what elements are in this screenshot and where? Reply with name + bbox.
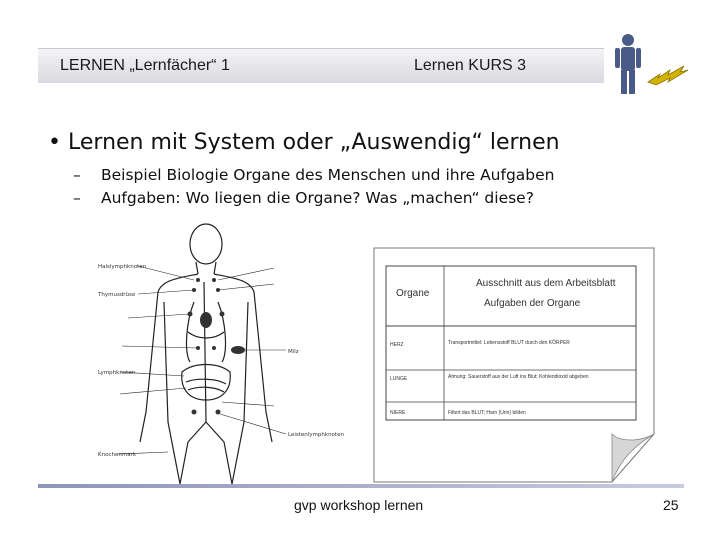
column-organe: Organe [396,288,430,299]
figure-label-milz: Milz [288,349,299,355]
header-left-title: LERNEN „Lernfächer“ 1 [60,57,230,74]
table-cell-organ-1: HERZ [390,342,404,348]
worksheet-header-note: Ausschnitt aus dem Arbeitsblatt [476,278,616,289]
sub-bullet-1 [73,166,555,184]
table-cell-organ-3: NIERE [390,410,406,416]
sub-bullet-2 [73,189,534,207]
sub-bullet-text: Beispiel Biologie Organe des Menschen und ihre Aufgaben [101,166,555,184]
footer-text: gvp workshop lernen [294,497,424,513]
dash: – [73,189,81,207]
header-right-title: Lernen KURS 3 [414,57,527,74]
figure-label-knochenmark: Knochenmark [98,452,137,458]
main-bullet [48,130,560,155]
figure-label-lymphknoten: Lymphknoten [98,370,136,376]
table-cell-task-3: Filtert das BLUT; Harn (Urin) bilden [448,410,526,416]
table-cell-task-2: Atmung: Sauerstoff aus der Luft ins Blut; Kohlendioxid abgeben [448,374,589,380]
footer-divider [38,484,684,488]
figure-label-halslymphknoten: Halslymphknoten [98,264,147,270]
table-cell-task-1: Transportmittel: Lebensstoff BLUT durch den KÖRPER [448,340,570,346]
figure-label-thymus: Thymusdrüse [98,292,136,298]
main-bullet-text: Lernen mit System oder „Auswendig“ lernen [68,130,560,155]
logo-walking-person [606,30,696,100]
sub-bullet-text: Aufgaben: Wo liegen die Organe? Was „machen“ diese? [101,189,534,207]
dash: – [73,166,81,184]
bullet-dot: • [48,130,61,155]
page-number: 25 [663,497,679,513]
column-aufgaben: Aufgaben der Organe [484,298,581,309]
lymph-system-illustration [98,222,374,484]
worksheet-excerpt [372,246,656,484]
table-cell-organ-2: LUNGE [390,376,408,382]
figure-label-leistenlymphknoten: Leistenlymphknoten [288,432,344,438]
